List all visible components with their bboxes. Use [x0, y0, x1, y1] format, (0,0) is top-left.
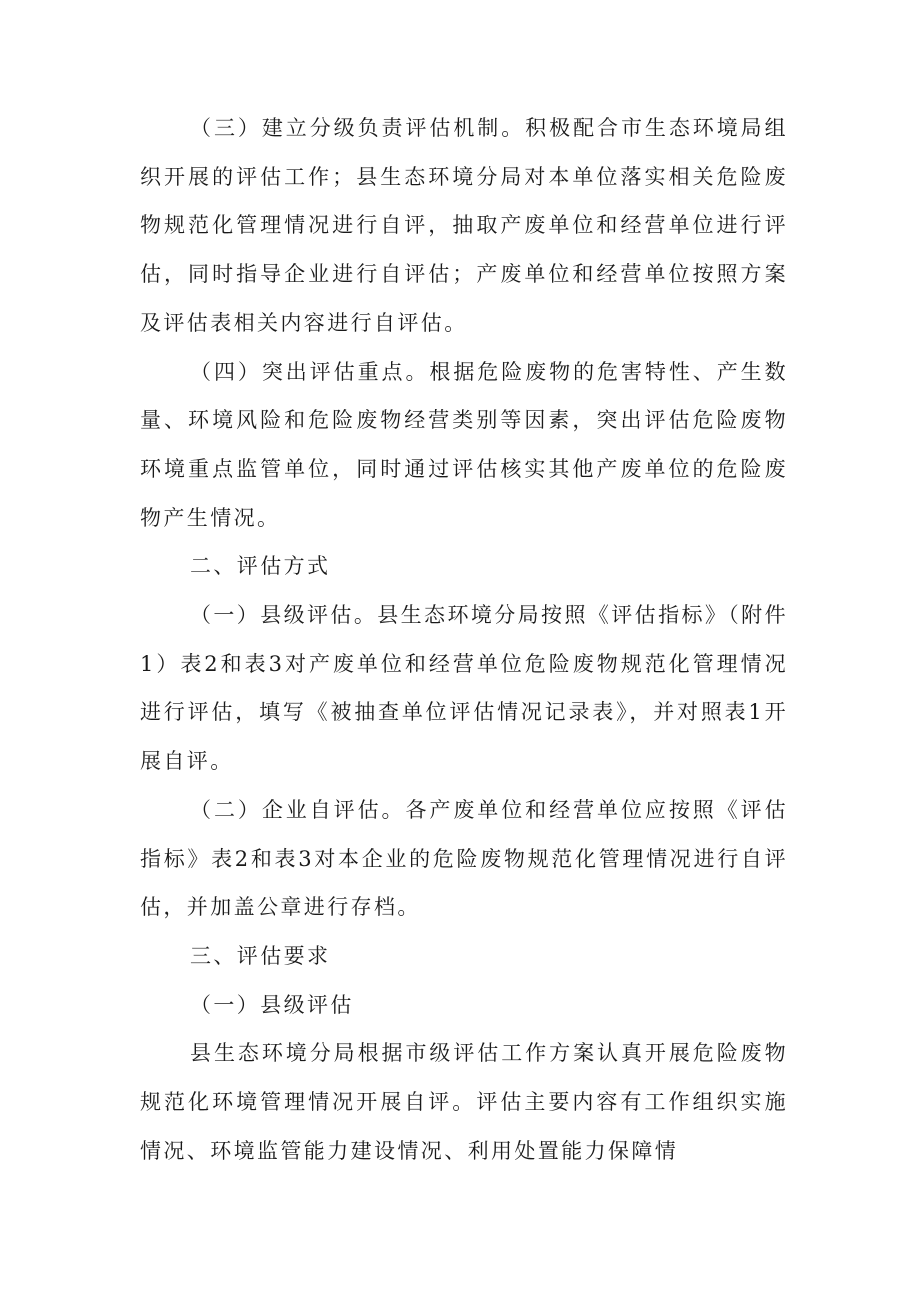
subsection-heading-county-evaluation: （一）县级评估	[190, 992, 354, 1017]
document-body	[140, 104, 788, 1175]
paragraph-county-evaluation-content: 县生态环境分局根据市级评估工作方案认真开展危险废物规范化环境管理情况开展自评。评估主要内容有工作组织实施情况、环境监管能力建设情况、利用处置能力保障情	[140, 1041, 788, 1163]
paragraph-county-evaluation: （一）县级评估。县生态环境分局按照《评估指标》（附件1）表2和表3对产废单位和经营单位危险废物规范化管理情况进行评估，填写《被抽查单位评估情况记录表》，并对照表1开展自评。	[140, 603, 788, 774]
section-heading-evaluation-method: 二、评估方式	[190, 554, 331, 579]
paragraph-tiered-evaluation-mechanism: （三）建立分级负责评估机制。积极配合市生态环境局组织开展的评估工作；县生态环境分局对本单位落实相关危险废物规范化管理情况进行自评，抽取产废单位和经营单位进行评估，同时指导企业进行自评估；产废单位和经营单位按照方案及评估表相关内容进行自评估。	[140, 116, 788, 335]
section-heading-evaluation-requirements: 三、评估要求	[190, 943, 331, 968]
paragraph-enterprise-self-evaluation: （二）企业自评估。各产废单位和经营单位应按照《评估指标》表2和表3对本企业的危险废物规范化管理情况进行自评估，并加盖公章进行存档。	[140, 797, 788, 920]
paragraph-evaluation-focus: （四）突出评估重点。根据危险废物的危害特性、产生数量、环境风险和危险废物经营类别等因素，突出评估危险废物环境重点监管单位，同时通过评估核实其他产废单位的危险废物产生情况。	[140, 359, 788, 530]
